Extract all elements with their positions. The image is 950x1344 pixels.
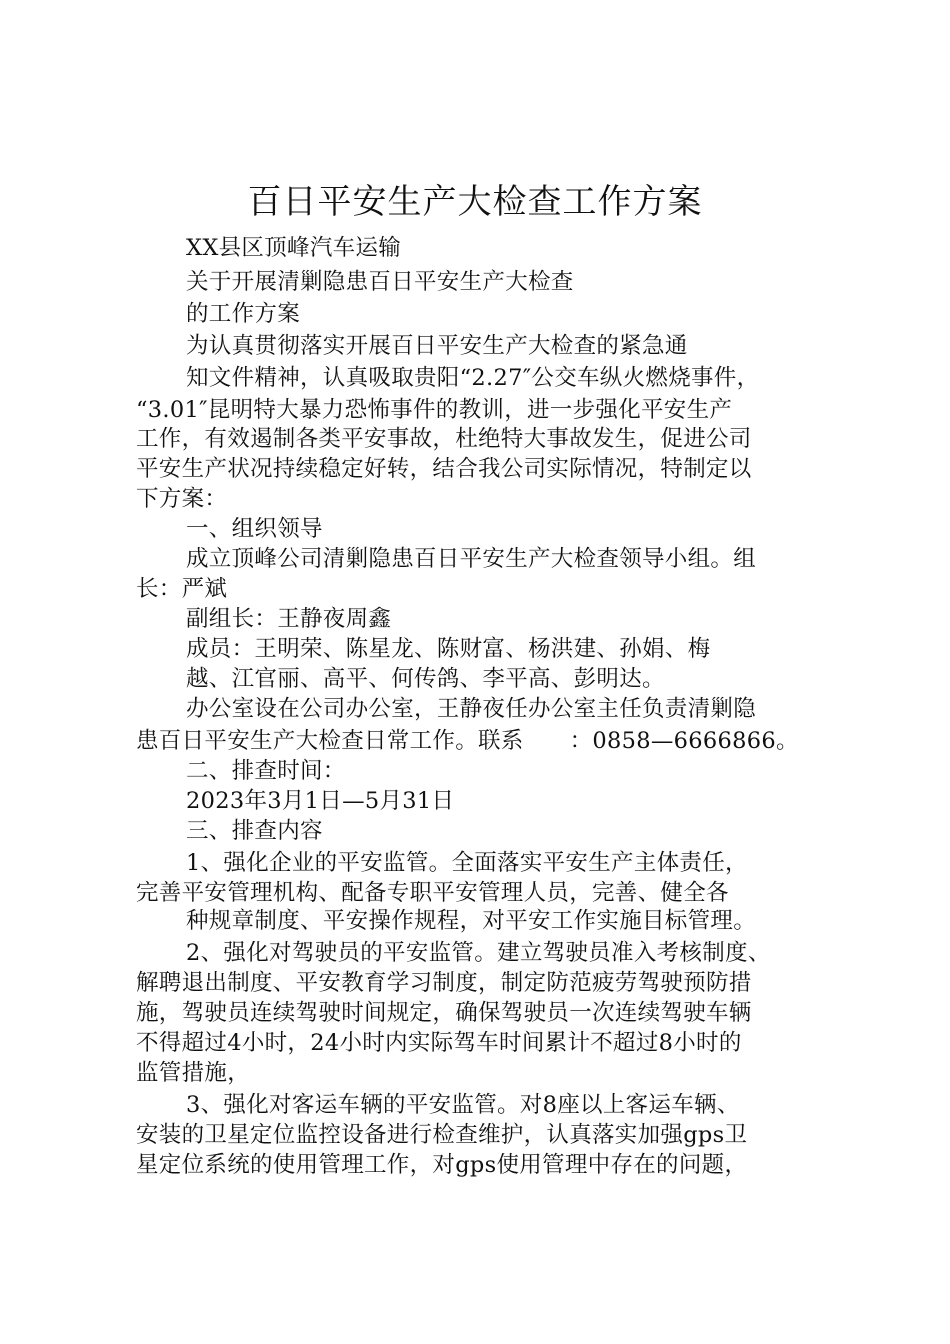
body-line: 安装的卫星定位监控设备进行检查维护，认真落实加强gps卫 <box>136 1122 748 1148</box>
body-line: 为认真贯彻落实开展百日平安生产大检查的紧急通 <box>186 333 688 359</box>
body-line: 解聘退出制度、平安教育学习制度，制定防范疲劳驾驶预防措 <box>136 970 752 996</box>
body-line: 种规章制度、平安操作规程，对平安工作实施目标管理。 <box>186 908 757 934</box>
body-line: 工作，有效遏制各类平安事故，杜绝特大事故发生，促进公司 <box>136 426 752 452</box>
body-line: 3、强化对客运车辆的平安监管。对8座以上客运车辆、 <box>186 1092 740 1118</box>
body-line: 完善平安管理机构、配备专职平安管理人员，完善、健全各 <box>136 880 729 906</box>
contact-phone: ：0858—6666866。 <box>569 728 799 754</box>
subject-line-2: 的工作方案 <box>186 301 301 327</box>
body-line: 成立顶峰公司清剿隐患百日平安生产大检查领导小组。组 <box>186 546 757 572</box>
contact-line <box>136 724 799 758</box>
body-line: 星定位系统的使用管理工作，对gps使用管理中存在的问题， <box>136 1152 748 1178</box>
inspection-period: 2023年3月1日—5月31日 <box>186 788 455 814</box>
body-line: 平安生产状况持续稳定好转，结合我公司实际情况，特制定以 <box>136 456 752 482</box>
contact-label: 患百日平安生产大检查日常工作。联系 <box>136 728 524 754</box>
body-line: 办公室设在公司办公室，王静夜任办公室主任负责清剿隐 <box>186 696 757 722</box>
org-name-line: XX县区顶峰汽车运输 <box>186 235 402 261</box>
body-line: “3.01″昆明特大暴力恐怖事件的教训，进一步强化平安生产 <box>136 397 733 423</box>
body-line: 知文件精神，认真吸取贵阳“2.27″公交车纵火燃烧事件， <box>186 365 760 391</box>
body-line: 监管措施， <box>136 1060 251 1086</box>
body-line: 成员：王明荣、陈星龙、陈财富、杨洪建、孙娟、梅 <box>186 636 711 662</box>
body-line: 下方案： <box>136 486 228 512</box>
body-line: 1、强化企业的平安监管。全面落实平安生产主体责任， <box>186 850 748 876</box>
document-title: 百日平安生产大检查工作方案 <box>247 182 703 222</box>
subject-line-1: 关于开展清剿隐患百日平安生产大检查 <box>186 269 574 295</box>
body-line: 副组长：王静夜周鑫 <box>186 606 392 632</box>
body-line: 越、江官丽、高平、何传鸽、李平高、彭明达。 <box>186 666 665 692</box>
body-line: 2、强化对驾驶员的平安监管。建立驾驶员准入考核制度、 <box>186 940 771 966</box>
body-line: 不得超过4小时，24小时内实际驾车时间累计不超过8小时的 <box>136 1030 742 1056</box>
body-line: 长：严斌 <box>136 576 228 602</box>
body-line: 施，驾驶员连续驾驶时间规定，确保驾驶员一次连续驾驶车辆 <box>136 1000 752 1026</box>
section-heading-time: 二、排查时间： <box>186 758 346 784</box>
section-heading-content: 三、排查内容 <box>186 818 323 844</box>
section-heading-organization: 一、组织领导 <box>186 516 323 542</box>
